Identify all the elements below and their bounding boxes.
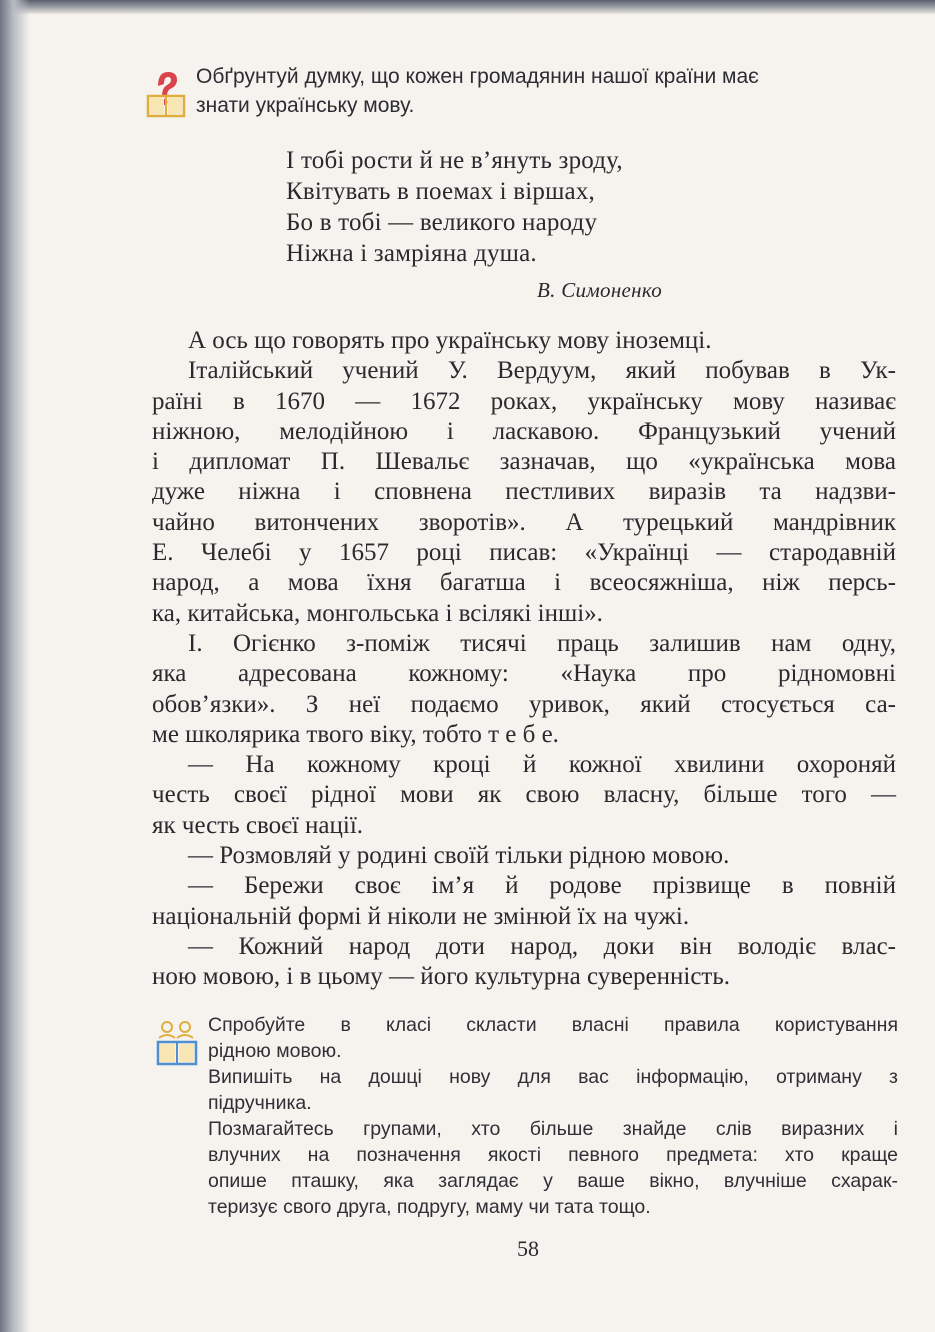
- task-line: опише пташку, яка заглядає у ваше вікно, влучніше схарак-: [208, 1170, 898, 1192]
- text-line: ною мовою, і в цьому — його культурна суверенність.: [152, 963, 731, 991]
- question-line: Обґрунтуй думку, що кожен громадянин нашої країни має: [196, 65, 759, 88]
- page-top-edge: [0, 0, 935, 14]
- task-line: підручника.: [208, 1092, 312, 1114]
- text-line: національній формі й ніколи не змінюй їх на чужі.: [152, 902, 690, 930]
- question-line: знати українську мову.: [196, 94, 415, 117]
- group-study-book-icon: [156, 1018, 198, 1068]
- task-line: Спробуйте в класі скласти власні правила користування: [208, 1014, 898, 1036]
- text-line: як честь своєї нації.: [152, 811, 364, 839]
- poem-epigraph: [286, 145, 726, 302]
- question-book-icon: [146, 66, 186, 118]
- text-line: — На кожному кроці й кожної хвилини охороняй: [188, 751, 896, 779]
- binding-shadow: [0, 0, 30, 1332]
- text-line: народ, а мова їхня багатша і всеосяжніша, ніж персь-: [152, 569, 896, 597]
- task-line: теризує свого друга, подругу, маму чи тата тощо.: [208, 1196, 651, 1218]
- poem-line: Ніжна і замріяна душа.: [286, 240, 537, 267]
- text-line: ніжною, мелодійною і ласкавою. Французький учений: [152, 417, 896, 445]
- poem-line: Бо в тобі — великого народу: [286, 209, 598, 236]
- poem-author: В. Симоненко: [537, 278, 663, 302]
- text-line: ка, китайська, монгольська і всілякі інші».: [152, 599, 603, 627]
- text-line: — Бережи своє ім’я й родове прізвище в повній: [188, 872, 896, 900]
- text-line: — Кожний народ доти народ, доки він володіє влас-: [188, 932, 896, 960]
- text-line: яка адресована кожному: «Наука про рідномовні: [152, 660, 896, 688]
- text-line: честь своєї рідної мови як свою власну, більше того —: [152, 781, 896, 809]
- text-line: і дипломат П. Шевальє зазначав, що «українська мова: [152, 448, 896, 476]
- text-line: обов’язки». З неї подаємо уривок, який стосується са-: [152, 690, 896, 718]
- task-line: влучних на позначення якості певного предмета: хто краще: [208, 1144, 898, 1166]
- page-number: 58: [517, 1236, 539, 1261]
- poem-line: Квітувать в поемах і віршах,: [286, 178, 595, 205]
- text-line: чайно витончених зворотів». А турецький мандрівник: [152, 508, 896, 536]
- text-line: Італійський учений У. Вердуум, який побував в Ук-: [188, 357, 896, 385]
- text-line: Е. Челебі у 1657 році писав: «Українці — стародавній: [152, 539, 896, 567]
- text-line: А ось що говорять про українську мову іноземці.: [188, 327, 712, 354]
- task-line: рідною мовою.: [208, 1040, 342, 1062]
- main-text: [152, 326, 896, 993]
- text-line: ме школярика твого віку, тобто т е б е.: [152, 720, 559, 748]
- text-line: І. Огієнко з-поміж тисячі праць залишив нам одну,: [188, 629, 896, 657]
- text-line: дуже ніжна і сповнена пестливих виразів та надзви-: [152, 478, 896, 506]
- poem-line: І тобі рости й не в’януть зроду,: [286, 147, 623, 174]
- text-line: — Розмовляй у родині своїй тільки рідною мовою.: [188, 842, 730, 870]
- task-line: Позмагайтесь групами, хто більше знайде слів виразних і: [208, 1118, 898, 1140]
- task-text: [208, 1012, 898, 1220]
- task-line: Випишіть на дошці нову для вас інформацію, отриману з: [208, 1066, 898, 1088]
- text-line: раїні в 1670 — 1672 роках, українську мову називає: [152, 387, 896, 415]
- question-text: [196, 62, 896, 120]
